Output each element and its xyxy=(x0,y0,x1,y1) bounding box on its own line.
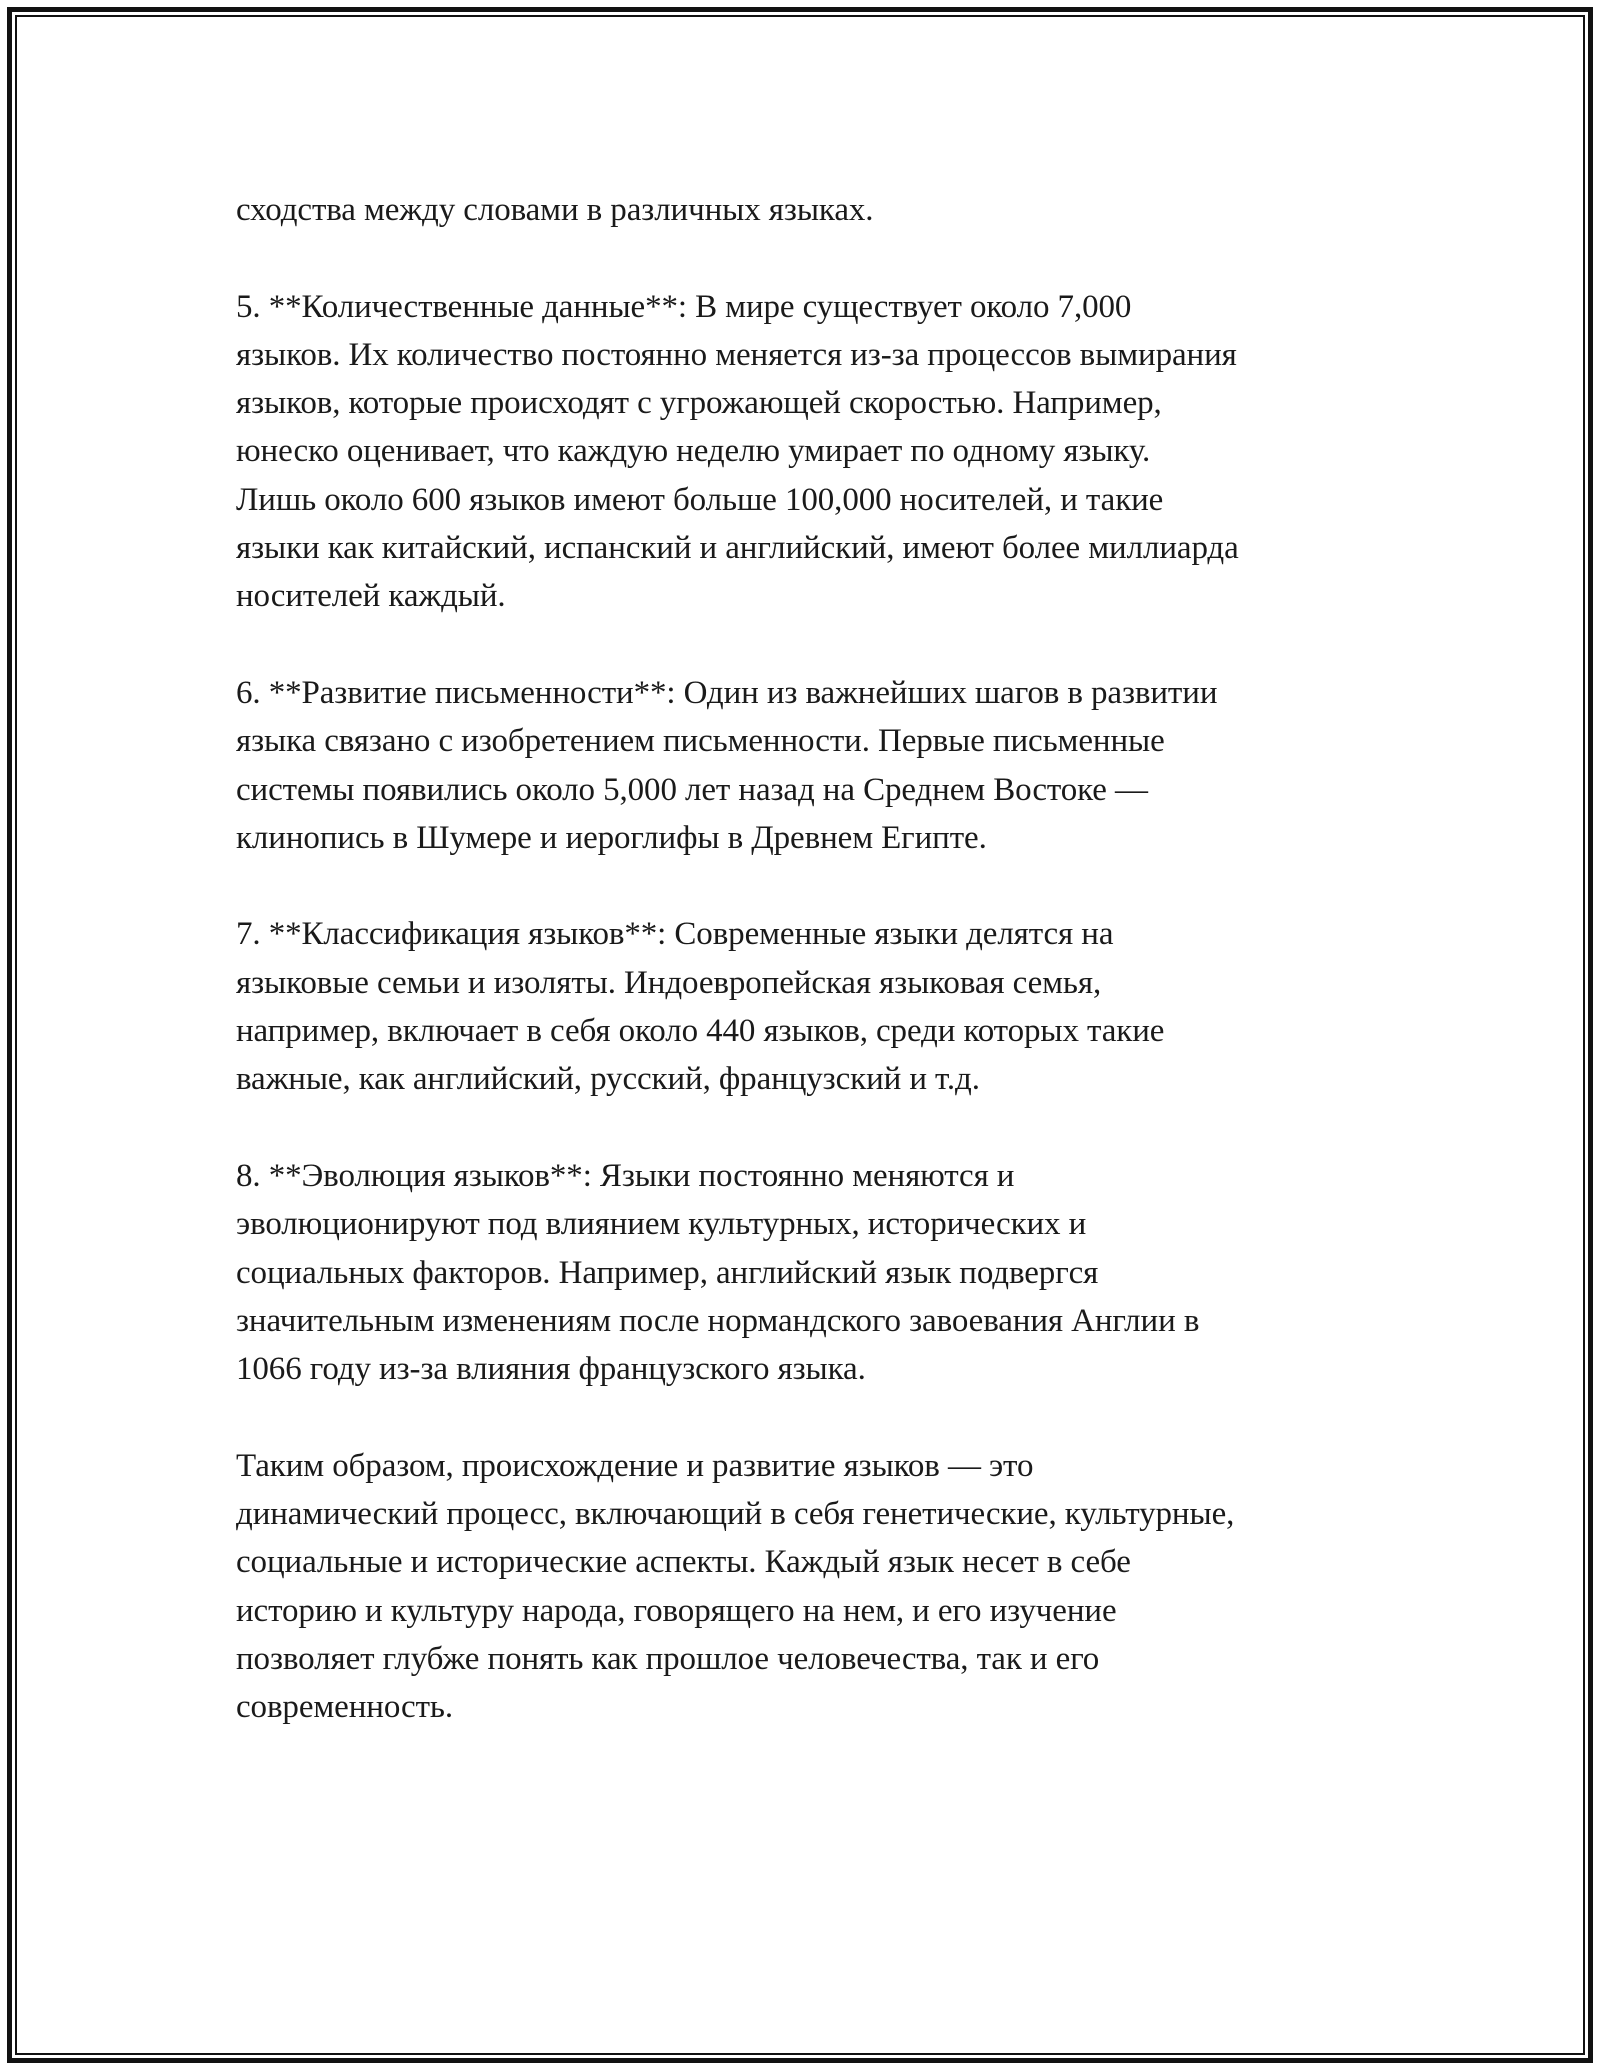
text-line: например, включает в себя около 440 языков, среди которых такие xyxy=(236,1013,1165,1050)
text-line: носителей каждый. xyxy=(236,578,506,615)
text-line: социальные и исторические аспекты. Каждый язык несет в себе xyxy=(236,1544,1131,1581)
text-line: Лишь около 600 языков имеют больше 100,000 носителей, и такие xyxy=(236,481,1164,518)
text-line: 7. **Классификация языков**: Современные языки делятся на xyxy=(236,916,1114,953)
text-line: современность. xyxy=(236,1689,454,1726)
paragraph-continuation xyxy=(236,186,1376,234)
text-line: системы появились около 5,000 лет назад на Среднем Востоке — xyxy=(236,771,1148,808)
text-line: языков. Их количество постоянно меняется из-за процессов вымирания xyxy=(236,336,1237,373)
text-line: значительным изменениям после нормандского завоевания Англии в xyxy=(236,1302,1200,1339)
text-line: языки как китайский, испанский и английский, имеют более миллиарда xyxy=(236,530,1239,567)
paragraph-item-7 xyxy=(236,910,1376,1103)
text-line: эволюционируют под влиянием культурных, исторических и xyxy=(236,1206,1087,1243)
paragraph-item-8 xyxy=(236,1152,1376,1393)
document-body xyxy=(236,186,1376,1732)
text-line: языка связано с изобретением письменности. Первые письменные xyxy=(236,723,1165,760)
text-line: 5. **Количественные данные**: В мире существует около 7,000 xyxy=(236,288,1132,325)
text-line: динамический процесс, включающий в себя генетические, культурные, xyxy=(236,1496,1235,1533)
text-line: языков, которые происходят с угрожающей скоростью. Например, xyxy=(236,385,1162,422)
text-line: клинопись в Шумере и иероглифы в Древнем Египте. xyxy=(236,819,987,856)
text-line: 8. **Эволюция языков**: Языки постоянно меняются и xyxy=(236,1157,1015,1194)
text-line: Таким образом, происхождение и развитие языков — это xyxy=(236,1447,1034,1484)
paragraph-conclusion xyxy=(236,1442,1376,1732)
text-line: важные, как английский, русский, французский и т.д. xyxy=(236,1061,980,1098)
paragraph-item-6 xyxy=(236,669,1376,862)
text-line: 1066 году из-за влияния французского языка. xyxy=(236,1351,866,1388)
text-line: языковые семьи и изоляты. Индоевропейская языковая семья, xyxy=(236,964,1102,1001)
text-line: позволяет глубже понять как прошлое человечества, так и его xyxy=(236,1640,1100,1677)
paragraph-item-5 xyxy=(236,283,1376,621)
text-line: историю и культуру народа, говорящего на нем, и его изучение xyxy=(236,1592,1117,1629)
text-line: сходства между словами в различных языках. xyxy=(236,192,874,228)
text-line: 6. **Развитие письменности**: Один из важнейших шагов в развитии xyxy=(236,674,1218,711)
text-line: юнеско оценивает, что каждую неделю умирает по одному языку. xyxy=(236,433,1151,470)
text-line: социальных факторов. Например, английский язык подвергся xyxy=(236,1254,1099,1291)
